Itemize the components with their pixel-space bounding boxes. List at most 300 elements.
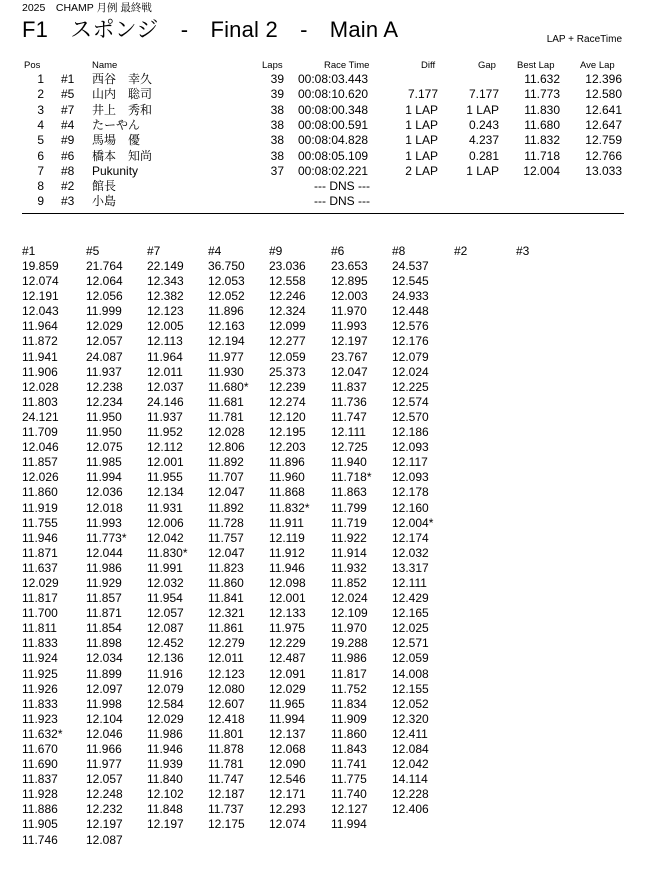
lap-time: 12.274 (269, 394, 306, 409)
lap-time: 11.975 (269, 621, 305, 636)
lap-time: 12.052 (208, 289, 245, 304)
lap-time: 12.090 (269, 757, 306, 772)
lap-column-header: #6 (331, 244, 345, 258)
lap-time: 12.064 (86, 274, 123, 289)
lap-time: 11.709 (22, 425, 58, 440)
result-car: #4 (61, 117, 75, 132)
lap-time: 12.052 (392, 696, 429, 711)
result-gap: 4.237 (468, 133, 499, 148)
result-laps: 39 (270, 72, 284, 86)
lap-time: 12.044 (86, 545, 123, 560)
col-diff: Diff (421, 60, 436, 71)
lap-time: 11.857 (22, 455, 58, 470)
result-name: 山内 聡司 (92, 87, 153, 102)
lap-time: 12.029 (147, 711, 184, 726)
result-diff: 1 LAP (405, 102, 438, 117)
lap-time: 12.084 (392, 742, 429, 756)
result-row (0, 87, 648, 102)
lap-time: 11.964 (147, 349, 183, 364)
lap-time: 12.411 (392, 726, 428, 741)
lap-column (147, 259, 187, 833)
lap-time: 12.112 (147, 440, 183, 455)
result-pos: 1 (37, 72, 44, 86)
lap-time: 11.817 (331, 666, 367, 681)
result-row (0, 179, 648, 194)
lap-time: 11.993 (86, 515, 122, 530)
lap-time: 12.806 (208, 440, 245, 455)
lap-time: 12.047 (331, 364, 368, 379)
lap-time: 12.239 (269, 379, 306, 394)
lap-time: 23.653 (331, 259, 368, 273)
lap-time: 12.091 (269, 666, 306, 681)
result-pos: 5 (37, 133, 44, 148)
result-name: たーやん (92, 117, 141, 132)
lap-time: 12.187 (208, 787, 245, 802)
lap-time: 12.057 (86, 334, 123, 349)
lap-time: 11.799 (331, 500, 367, 515)
lap-time: 12.037 (147, 379, 184, 394)
lap-time: 24.933 (392, 289, 429, 304)
result-name: 馬場 優 (92, 133, 141, 148)
lap-time: 12.725 (331, 440, 368, 455)
lap-time: 12.406 (392, 802, 429, 817)
lap-time: 11.896 (208, 304, 244, 319)
lap-time: 12.175 (208, 817, 245, 832)
lap-time: 11.923 (22, 711, 58, 726)
result-car: #8 (61, 163, 75, 178)
lap-time: 11.905 (22, 817, 58, 832)
lap-time: 12.895 (331, 274, 368, 289)
result-best-lap: 11.632 (524, 72, 560, 86)
lap-time: 12.028 (22, 379, 59, 394)
lap-time: 11.700 (22, 606, 58, 621)
result-pos: 9 (37, 194, 44, 209)
lap-time: 11.861 (208, 621, 244, 636)
lap-time: 12.046 (86, 726, 123, 741)
lap-time: 11.871 (22, 545, 58, 560)
lap-time: 11.924 (22, 651, 58, 666)
lap-time: 11.872 (22, 334, 58, 349)
lap-time: 12.042 (147, 530, 184, 545)
lap-time: 12.034 (86, 651, 123, 666)
lap-time: 11.964 (22, 319, 58, 334)
result-laps: 38 (270, 117, 284, 132)
lap-time: 11.775 (331, 772, 367, 787)
lap-time: 12.119 (269, 530, 305, 545)
lap-time: 12.127 (331, 802, 368, 817)
lap-time: 11.848 (147, 802, 183, 817)
lap-time: 11.860 (331, 726, 367, 741)
lap-time: 12.093 (392, 440, 429, 455)
lap-time: 11.833 (22, 636, 58, 651)
result-name: 西谷 幸久 (92, 72, 153, 86)
lap-time: 12.004* (392, 515, 434, 530)
lap-time: 12.029 (269, 681, 306, 696)
lap-time: 11.977 (208, 349, 244, 364)
event-name: 2025 CHAMP 月例 最終戦 (22, 2, 152, 14)
col-ave-lap: Ave Lap (580, 60, 615, 71)
lap-time: 12.024 (392, 364, 429, 379)
result-laps: 38 (270, 102, 284, 117)
lap-time: 12.133 (269, 606, 306, 621)
lap-time: 11.939 (147, 757, 183, 772)
lap-time: 11.823 (208, 560, 244, 575)
lap-time: 12.028 (208, 425, 245, 440)
lap-time: 12.418 (208, 711, 245, 726)
lap-time: 11.837 (331, 379, 367, 394)
lap-time: 12.324 (269, 304, 306, 319)
result-race-time: 00:08:02.221 (298, 163, 369, 178)
lap-time: 11.741 (331, 757, 367, 772)
lap-time: 24.146 (147, 394, 184, 409)
lap-time: 12.079 (147, 681, 184, 696)
result-row (0, 103, 648, 118)
lap-column (208, 259, 248, 833)
lap-time: 11.878 (208, 742, 244, 756)
result-car: #5 (61, 87, 75, 102)
lap-time: 23.767 (331, 349, 368, 364)
result-diff: 2 LAP (405, 163, 438, 178)
result-name: 小島 (92, 194, 117, 209)
lap-time: 12.087 (147, 621, 184, 636)
lap-time: 12.097 (86, 681, 123, 696)
lap-time: 11.970 (331, 304, 367, 319)
result-best-lap: 11.773 (524, 87, 560, 102)
lap-time: 11.843 (331, 742, 367, 756)
result-ave-lap: 12.647 (585, 117, 622, 132)
lap-time: 11.773* (86, 530, 127, 545)
lap-time: 12.574 (392, 394, 429, 409)
lap-time: 12.576 (392, 319, 429, 334)
lap-time: 11.909 (331, 711, 367, 726)
lap-time: 11.985 (86, 455, 122, 470)
lap-time: 12.043 (22, 304, 59, 319)
result-car: #3 (61, 194, 75, 209)
lap-time: 11.925 (22, 666, 58, 681)
lap-time: 11.854 (86, 621, 122, 636)
lap-time: 11.940 (331, 455, 367, 470)
result-diff: 1 LAP (405, 148, 438, 163)
lap-time: 11.950 (86, 409, 122, 424)
lap-time: 12.029 (22, 575, 59, 590)
result-laps: 39 (270, 87, 284, 102)
lap-time: 12.321 (208, 606, 245, 621)
lap-time: 11.911 (269, 515, 304, 530)
lap-time: 11.941 (22, 349, 58, 364)
lap-time: 12.057 (86, 772, 123, 787)
lap-time: 12.246 (269, 289, 306, 304)
result-gap: 0.243 (468, 117, 499, 132)
lap-time: 11.728 (208, 515, 244, 530)
lap-time: 11.857 (86, 591, 122, 606)
lap-time: 12.079 (392, 349, 429, 364)
col-race-time: Race Time (324, 60, 370, 71)
lap-time: 12.186 (392, 425, 429, 440)
lap-time: 12.113 (147, 334, 183, 349)
lap-time: 12.025 (392, 621, 429, 636)
lap-time: 12.229 (269, 636, 306, 651)
lap-time: 12.036 (86, 485, 123, 500)
lap-time: 22.149 (147, 259, 184, 273)
lap-time: 14.114 (392, 772, 428, 787)
lap-time: 36.750 (208, 259, 245, 273)
lap-time: 11.740 (331, 787, 367, 802)
lap-column (269, 259, 309, 833)
result-laps: 38 (270, 148, 284, 163)
lap-time: 12.191 (22, 289, 59, 304)
lap-column-header: #9 (269, 244, 283, 258)
lap-time: 11.970 (331, 621, 367, 636)
lap-time: 11.932 (331, 560, 367, 575)
result-row (0, 133, 648, 148)
lap-time: 12.320 (392, 711, 429, 726)
lap-time: 12.225 (392, 379, 429, 394)
lap-time: 11.954 (147, 591, 183, 606)
lap-time: 12.163 (208, 319, 245, 334)
lap-time: 11.965 (269, 696, 305, 711)
lap-column-header: #2 (454, 244, 468, 258)
lap-time: 12.174 (392, 530, 429, 545)
lap-time: 24.087 (86, 349, 123, 364)
lap-time: 11.930 (208, 364, 244, 379)
result-race-time: 00:08:10.620 (298, 87, 369, 102)
lap-time: 12.137 (269, 726, 306, 741)
lap-time: 11.841 (208, 591, 244, 606)
lap-column (392, 259, 433, 817)
result-laps: 37 (270, 163, 284, 178)
col-best-lap: Best Lap (517, 60, 555, 71)
lap-time: 12.234 (86, 394, 123, 409)
lap-time: 12.487 (269, 651, 306, 666)
lap-time: 11.886 (22, 802, 58, 817)
lap-time: 12.136 (147, 651, 184, 666)
lap-time: 11.637 (22, 560, 58, 575)
lap-time: 11.916 (147, 666, 183, 681)
lap-column (331, 259, 371, 833)
lap-time: 12.026 (22, 470, 59, 485)
lap-time: 11.868 (269, 485, 305, 500)
lap-time: 12.160 (392, 500, 429, 515)
lap-time: 11.707 (208, 470, 244, 485)
lap-time: 11.801 (208, 726, 244, 741)
lap-time: 11.811 (22, 621, 57, 636)
lap-time: 11.986 (86, 560, 122, 575)
result-car: #1 (61, 72, 75, 86)
lap-time: 11.747 (208, 772, 244, 787)
lap-time: 12.194 (208, 334, 245, 349)
lap-time: 11.892 (208, 455, 244, 470)
report-type: LAP + RaceTime (546, 34, 622, 45)
result-race-time: 00:08:00.348 (298, 102, 369, 117)
lap-time: 12.109 (331, 606, 368, 621)
lap-time: 11.922 (331, 530, 367, 545)
lap-time: 11.929 (86, 575, 122, 590)
lap-time: 11.817 (22, 591, 58, 606)
lap-time: 12.005 (147, 319, 184, 334)
lap-time: 12.429 (392, 591, 429, 606)
result-ave-lap: 13.033 (585, 163, 622, 178)
lap-time: 11.830* (147, 545, 188, 560)
result-race-time: --- DNS --- (314, 194, 370, 209)
lap-time: 11.966 (86, 742, 122, 756)
lap-time: 12.047 (208, 485, 245, 500)
result-pos: 8 (37, 179, 44, 194)
result-name: 井上 秀和 (92, 102, 153, 117)
lap-time: 12.197 (86, 817, 123, 832)
result-ave-lap: 12.759 (585, 133, 622, 148)
result-best-lap: 11.830 (524, 102, 560, 117)
lap-time: 11.952 (147, 425, 183, 440)
lap-time: 12.032 (392, 545, 429, 560)
lap-time: 12.382 (147, 289, 184, 304)
col-gap: Gap (478, 60, 496, 71)
result-best-lap: 12.004 (523, 163, 560, 178)
lap-time: 12.029 (86, 319, 123, 334)
result-race-time: --- DNS --- (314, 179, 370, 194)
result-ave-lap: 12.641 (585, 102, 622, 117)
lap-time: 11.737 (208, 802, 244, 817)
lap-time: 11.670 (22, 742, 58, 756)
lap-time: 11.977 (86, 757, 122, 772)
lap-time: 12.279 (208, 636, 245, 651)
result-race-time: 00:08:05.109 (298, 148, 369, 163)
result-diff: 1 LAP (405, 133, 438, 148)
lap-time: 24.537 (392, 259, 429, 273)
result-car: #2 (61, 179, 75, 194)
lap-time: 12.032 (147, 575, 184, 590)
lap-time: 11.946 (269, 560, 305, 575)
lap-time: 12.053 (208, 274, 245, 289)
page-title: F1 スポンジ - Final 2 - Main A (22, 17, 399, 42)
lap-time: 12.011 (147, 364, 183, 379)
lap-time: 11.681 (208, 394, 244, 409)
lap-time: 11.950 (86, 425, 122, 440)
lap-time: 12.197 (147, 817, 184, 832)
col-pos: Pos (24, 60, 41, 71)
lap-time: 11.690 (22, 757, 58, 772)
result-pos: 7 (37, 163, 44, 178)
lap-time: 11.998 (86, 696, 122, 711)
lap-time: 12.003 (331, 289, 368, 304)
lap-time: 12.546 (269, 772, 306, 787)
lap-column-header: #3 (516, 244, 530, 258)
lap-time: 12.195 (269, 425, 306, 440)
lap-time: 11.755 (22, 515, 58, 530)
result-row (0, 72, 648, 87)
lap-time: 12.046 (22, 440, 59, 455)
lap-time: 11.718* (331, 470, 372, 485)
lap-time: 12.099 (269, 319, 306, 334)
lap-time: 11.914 (331, 545, 367, 560)
lap-time: 14.008 (392, 666, 429, 681)
result-best-lap: 11.680 (524, 117, 560, 132)
lap-time: 11.781 (208, 409, 244, 424)
lap-time: 12.001 (269, 591, 306, 606)
lap-time: 11.871 (86, 606, 122, 621)
lap-time: 11.860 (208, 575, 244, 590)
lap-time: 12.102 (147, 787, 184, 802)
lap-time: 11.719 (331, 515, 367, 530)
lap-time: 12.570 (392, 409, 429, 424)
lap-time: 11.746 (22, 832, 58, 847)
lap-time: 12.197 (331, 334, 368, 349)
lap-time: 12.452 (147, 636, 184, 651)
result-name: 橋本 知尚 (92, 148, 153, 163)
lap-time: 12.011 (208, 651, 244, 666)
result-gap: 0.281 (468, 148, 499, 163)
result-ave-lap: 12.580 (585, 87, 622, 102)
lap-time: 11.999 (86, 304, 122, 319)
lap-time: 12.120 (269, 409, 306, 424)
lap-column-header: #1 (22, 244, 36, 258)
lap-time: 11.832* (269, 500, 310, 515)
lap-column-header: #7 (147, 244, 161, 258)
lap-time: 12.047 (208, 545, 245, 560)
lap-time: 12.558 (269, 274, 306, 289)
result-pos: 4 (37, 117, 44, 132)
lap-time: 12.123 (147, 304, 184, 319)
result-best-lap: 11.718 (524, 148, 560, 163)
result-ave-lap: 12.766 (585, 148, 622, 163)
lap-time: 12.293 (269, 802, 306, 817)
lap-time: 12.104 (86, 711, 123, 726)
lap-time: 11.931 (147, 500, 183, 515)
lap-time: 12.155 (392, 681, 429, 696)
result-row (0, 164, 648, 179)
lap-time: 12.018 (86, 500, 123, 515)
lap-time: 12.024 (331, 591, 368, 606)
lap-time: 11.906 (22, 364, 58, 379)
lap-time: 12.117 (392, 455, 428, 470)
result-race-time: 00:08:03.443 (298, 72, 369, 86)
lap-time: 11.928 (22, 787, 58, 802)
lap-time: 11.837 (22, 772, 58, 787)
lap-time: 12.074 (269, 817, 306, 832)
lap-time: 11.946 (147, 742, 183, 756)
lap-time: 12.545 (392, 274, 429, 289)
col-name: Name (92, 60, 118, 71)
lap-time: 12.571 (392, 636, 429, 651)
lap-time: 11.834 (331, 696, 367, 711)
lap-time: 25.373 (269, 364, 306, 379)
lap-time: 11.994 (86, 470, 122, 485)
lap-column-header: #4 (208, 244, 222, 258)
result-gap: 1 LAP (466, 163, 499, 178)
lap-time: 11.919 (22, 500, 58, 515)
result-name: 館長 (92, 179, 117, 194)
result-pos: 6 (37, 148, 44, 163)
result-best-lap: 11.832 (524, 133, 560, 148)
result-race-time: 00:08:00.591 (298, 117, 369, 132)
lap-time: 12.248 (86, 787, 123, 802)
lap-time: 11.840 (147, 772, 183, 787)
result-row (0, 118, 648, 133)
lap-time: 12.165 (392, 606, 429, 621)
lap-time: 12.056 (86, 289, 123, 304)
result-name: Pukunity (92, 163, 139, 178)
lap-time: 12.232 (86, 802, 123, 817)
lap-time: 11.680* (208, 379, 249, 394)
lap-time: 11.937 (147, 409, 183, 424)
lap-time: 21.764 (86, 259, 123, 273)
lap-time: 11.632* (22, 726, 63, 741)
lap-time: 12.057 (147, 606, 184, 621)
lap-column (22, 259, 62, 848)
lap-time: 12.343 (147, 274, 184, 289)
lap-time: 12.584 (147, 696, 184, 711)
result-car: #7 (61, 102, 75, 117)
lap-time: 12.080 (208, 681, 245, 696)
